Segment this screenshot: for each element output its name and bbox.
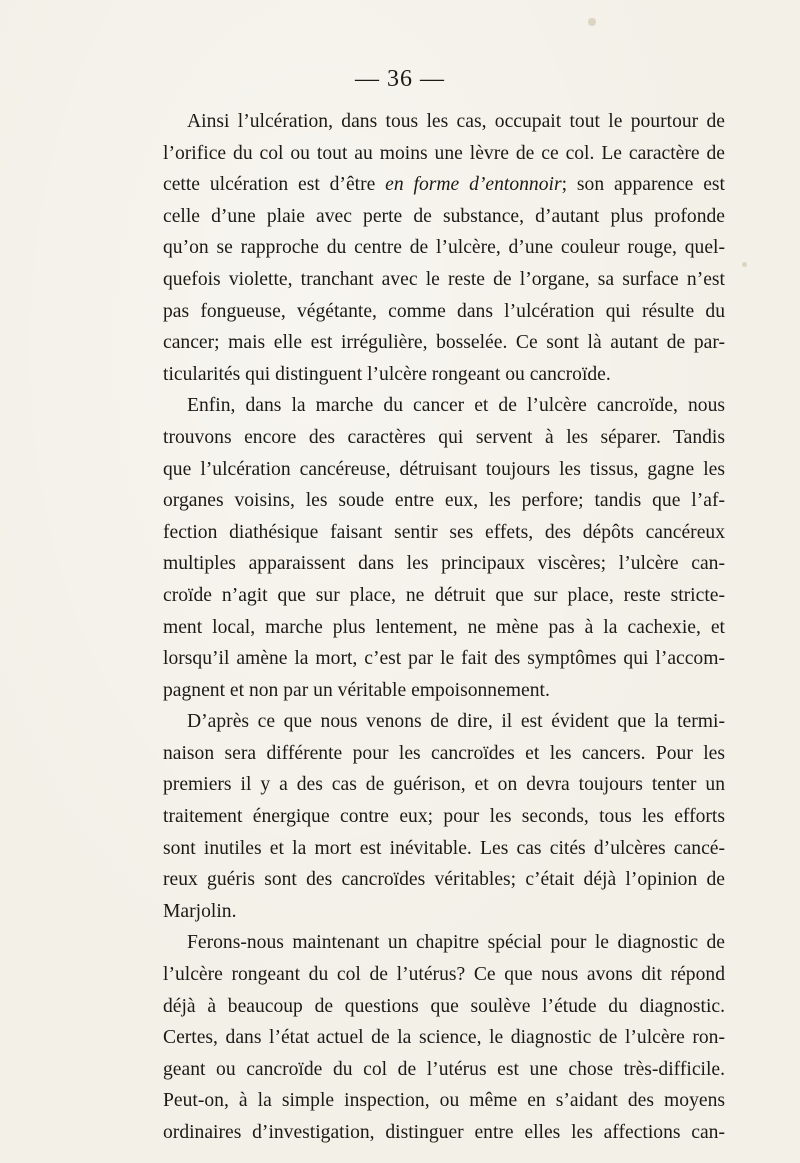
body-text: [163, 106, 725, 1149]
text-line: multiples apparaissent dans les principaux viscères; l’ulcère can-: [163, 553, 725, 575]
text-line: geant ou cancroïde du col de l’utérus est une chose très-difficile.: [163, 1058, 725, 1080]
paragraph: [163, 706, 725, 927]
text-line: Enfin, dans la marche du cancer et de l’ulcère cancroïde, nous: [187, 395, 725, 417]
text-line: cancer; mais elle est irrégulière, bosselée. Ce sont là autant de par-: [163, 332, 725, 354]
text-line: traitement énergique contre eux; pour les seconds, tous les efforts: [163, 806, 725, 828]
text-line: Peut-on, à la simple inspection, ou même en s’aidant des moyens: [163, 1090, 725, 1112]
paragraph: [163, 927, 725, 1148]
text-line: organes voisins, les soude entre eux, les perfore; tandis que l’af-: [163, 490, 725, 512]
text-line: Ainsi l’ulcération, dans tous les cas, occupait tout le pourtour de: [187, 111, 725, 132]
text-line: D’après ce que nous venons de dire, il est évident que la termi-: [187, 711, 725, 733]
text-line: naison sera différente pour les cancroïdes et les cancers. Pour les: [163, 742, 725, 764]
text-line: ordinaires d’investigation, distinguer entre elles les affections can-: [163, 1122, 725, 1143]
text-line: sont inutiles et la mort est inévitable. Les cas cités d’ulcères cancé-: [163, 837, 725, 859]
text-line: qu’on se rapproche du centre de l’ulcère, d’une couleur rouge, quel-: [163, 237, 725, 259]
paragraph: [163, 390, 725, 706]
text-line: quefois violette, tranchant avec le reste de l’organe, sa surface n’est: [163, 268, 725, 290]
text-line: Marjolin.: [163, 900, 237, 922]
text-line: fection diathésique faisant sentir ses effets, des dépôts cancéreux: [163, 521, 725, 543]
text-line: lorsqu’il amène la mort, c’est par le fait des symptômes qui l’accom-: [163, 648, 725, 670]
text-line: que l’ulcération cancéreuse, détruisant toujours les tissus, gagne les: [163, 458, 725, 480]
text-line: pas fongueuse, végétante, comme dans l’ulcération qui résulte du: [163, 300, 725, 322]
page-number: — 36 —: [355, 66, 445, 92]
text-line: croïde n’agit que sur place, ne détruit que sur place, reste stricte-: [163, 584, 725, 606]
paper-fleck: [588, 18, 596, 26]
text-line: Ferons-nous maintenant un chapitre spécial pour le diagnostic de: [187, 932, 725, 954]
paragraph: [163, 106, 725, 390]
text-line: celle d’une plaie avec perte de substance, d’autant plus profonde: [163, 205, 725, 227]
text-line: pagnent et non par un véritable empoisonnement.: [163, 679, 550, 701]
text-line: cette ulcération est d’être en forme d’entonnoir; son apparence est: [163, 174, 725, 196]
paper-fleck: [742, 262, 747, 267]
text-line: premiers il y a des cas de guérison, et on devra toujours tenter un: [163, 774, 725, 796]
text-line: ticularités qui distinguent l’ulcère rongeant ou cancroïde.: [163, 363, 611, 385]
text-line: l’ulcère rongeant du col de l’utérus? Ce que nous avons dit répond: [163, 964, 725, 986]
text-line: l’orifice du col ou tout au moins une lèvre de ce col. Le caractère de: [163, 142, 725, 164]
text-line: Certes, dans l’état actuel de la science, le diagnostic de l’ulcère ron-: [163, 1027, 725, 1049]
italic-phrase: en forme d’entonnoir: [385, 174, 562, 196]
text-line: reux guéris sont des cancroïdes véritables; c’était déjà l’opinion de: [163, 869, 725, 891]
text-line: déjà à beaucoup de questions que soulève l’étude du diagnostic.: [163, 995, 725, 1017]
text-line: trouvons encore des caractères qui servent à les séparer. Tandis: [163, 426, 725, 448]
text-line: ment local, marche plus lentement, ne mène pas à la cachexie, et: [163, 616, 725, 638]
